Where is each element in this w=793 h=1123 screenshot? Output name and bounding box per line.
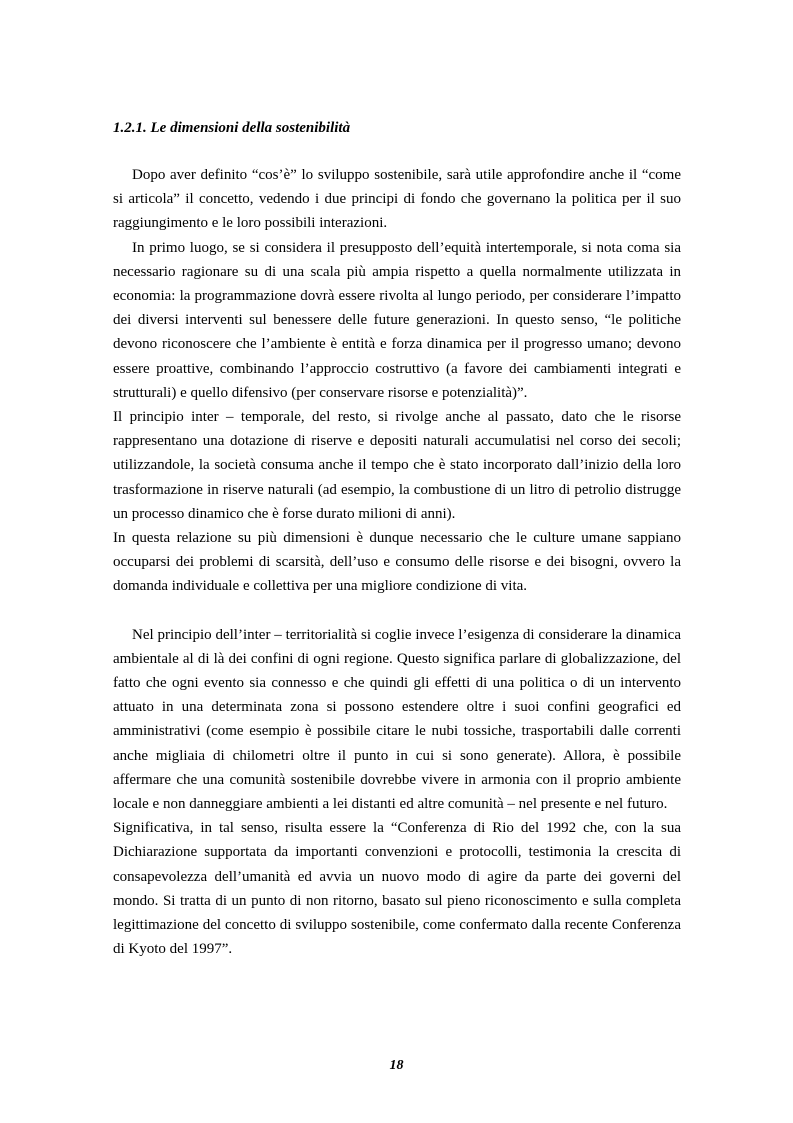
- paragraph-spacer: [113, 599, 681, 623]
- paragraph-intertemporal: In primo luogo, se si considera il presupposto dell’equità intertemporale, si nota coma sia necessario ragionare su di una scala più ampia rispetto a quella normalmente utilizzata in economia: la programmazione dovrà essere rivolta al lungo periodo, per considerare l’impatto dei diversi interventi sul benessere delle future generazioni. In questo senso, “le politiche devono riconoscere che l’ambiente è entità e forza dinamica per il progresso umano; devono essere proattive, combinando l’approccio costruttivo (a favore dei cambiamenti integrati e strutturali) e quello difensivo (per conservare risorse e potenzialità)”.: [113, 239, 681, 401]
- page-number: 18: [389, 1058, 404, 1073]
- paragraph-interterritorial: Nel principio dell’inter – territorialità si coglie invece l’esigenza di considerare la dinamica ambientale al di là dei confini di ogni regione. Questo significa parlare di globalizzazione, del fatto che ogni evento sia connesso e che quindi gli effetti di una politica o di un intervento attuato in una determinata zona si possono estendere oltre i suoi confini geografici ed amministrativi (come esempio è possibile citare le nubi tossiche, trasportabili dalle correnti anche migliaia di chilometri oltre il punto in cui si sono generate). Allora, è possibile affermare che una comunità sostenibile dovrebbe vivere in armonia con il proprio ambiente locale e non danneggiare ambienti a lei distanti ed altre comunità – nel presente e nel futuro.: [113, 626, 681, 813]
- document-page: [113, 117, 681, 962]
- paragraph-rio-conference: Significativa, in tal senso, risulta essere la “Conferenza di Rio del 1992 che, con la sua Dichiarazione supportata da importanti convenzioni e protocolli, testimonia la crescita di consapevolezza dell’umanità ed avvia un nuovo modo di agire da parte dei governi del mondo. Si tratta di un punto di non ritorno, basato sul pieno riconoscimento e sulla completa legittimazione del concetto di sviluppo sostenibile, come confermato dalla recente Conferenza di Kyoto del 1997”.: [113, 820, 681, 958]
- paragraph-past: Il principio inter – temporale, del resto, si rivolge anche al passato, dato che le risorse rappresentano una dotazione di riserve e depositi naturali accumulatisi nel corso dei secoli; utilizzandole, la società consuma anche il tempo che è stato incorporato dall’inizio della loro trasformazione in riserve naturali (ad esempio, la combustione di un litro di petrolio distrugge un processo dinamico che è forse durato milioni di anni).: [113, 409, 681, 522]
- paragraph-intro: Dopo aver definito “cos’è” lo sviluppo sostenibile, sarà utile approfondire anche il “come si articola” il concetto, vedendo i due principi di fondo che governano la politica per il suo raggiungimento e le loro possibili interazioni.: [113, 167, 681, 232]
- section-title: 1.2.1. Le dimensioni della sostenibilità: [113, 120, 351, 136]
- paragraph-dimensions: In questa relazione su più dimensioni è dunque necessario che le culture umane sappiano occuparsi dei problemi di scarsità, dell’uso e consumo delle risorse e dei bisogni, ovvero la domanda individuale e collettiva per una migliore condizione di vita.: [113, 530, 681, 595]
